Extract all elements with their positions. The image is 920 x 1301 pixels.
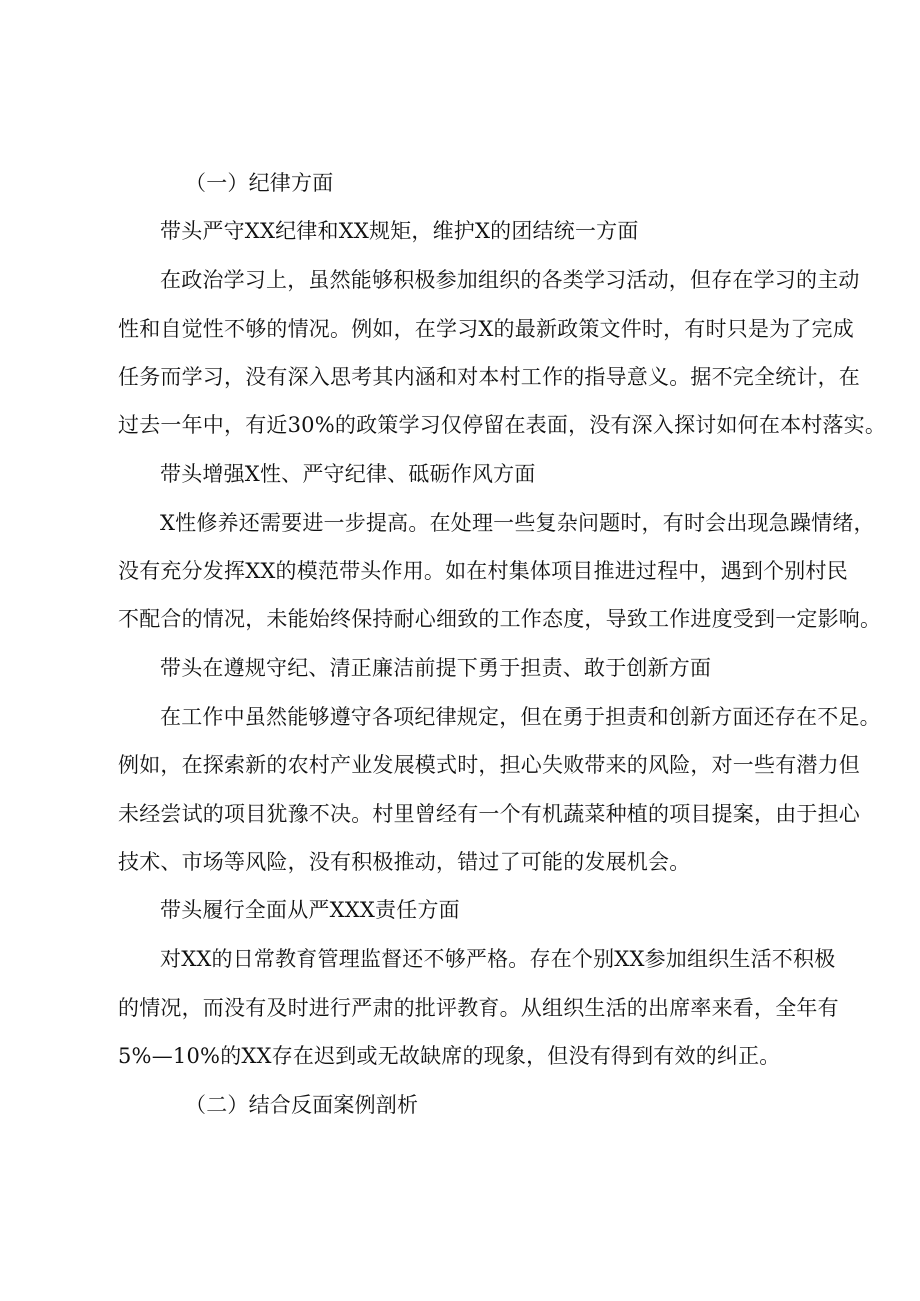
paragraph-line: 例如，在探索新的农村产业发展模式时，担心失败带来的风险，对一些有潜力但 (118, 753, 860, 777)
paragraph-line: 性和自觉性不够的情况。例如，在学习X的最新政策文件时，有时只是为了完成 (118, 317, 854, 341)
section-heading-case-analysis: （二）结合反面案例剖析 (185, 1093, 419, 1117)
subheading-2: 带头增强X性、严守纪律、砥砺作风方面 (160, 462, 536, 486)
paragraph-line: 在工作中虽然能够遵守各项纪律规定，但在勇于担责和创新方面还存在不足。 (160, 705, 881, 729)
subheading-4: 带头履行全面从严XXX责任方面 (160, 898, 460, 922)
paragraph-line: 不配合的情况，未能始终保持耐心细致的工作态度，导致工作进度受到一定影响。 (118, 607, 882, 631)
paragraph-line: 对XX的日常教育管理监督还不够严格。存在个别XX参加组织生活不积极 (160, 947, 836, 971)
paragraph-line: 技术、市场等风险，没有积极推动，错过了可能的发展机会。 (118, 850, 691, 874)
subheading-3: 带头在遵规守纪、清正廉洁前提下勇于担责、敢于创新方面 (160, 656, 712, 680)
paragraph-line: 任务而学习，没有深入思考其内涵和对本村工作的指导意义。据不完全统计，在 (118, 365, 860, 389)
paragraph-line: 的情况，而没有及时进行严肃的批评教育。从组织生活的出席率来看，全年有 (118, 996, 839, 1020)
section-heading-discipline: （一）纪律方面 (185, 171, 334, 195)
paragraph-line: 没有充分发挥XX的模范带头作用。如在村集体项目推进过程中，遇到个别村民 (118, 559, 848, 583)
paragraph-line: 未经尝试的项目犹豫不决。村里曾经有一个有机蔬菜种植的项目提案，由于担心 (118, 802, 860, 826)
paragraph-line: 过去一年中，有近30%的政策学习仅停留在表面，没有深入探讨如何在本村落实。 (118, 413, 887, 437)
paragraph-line: 5%—10%的XX存在迟到或无故缺席的现象，但没有得到有效的纠正。 (118, 1044, 781, 1068)
paragraph-line: X性修养还需要进一步提高。在处理一些复杂问题时，有时会出现急躁情绪， (160, 511, 875, 535)
paragraph-line: 在政治学习上，虽然能够积极参加组织的各类学习活动，但存在学习的主动 (160, 268, 860, 292)
subheading-1: 带头严守XX纪律和XX规矩，维护X的团结统一方面 (160, 219, 639, 243)
